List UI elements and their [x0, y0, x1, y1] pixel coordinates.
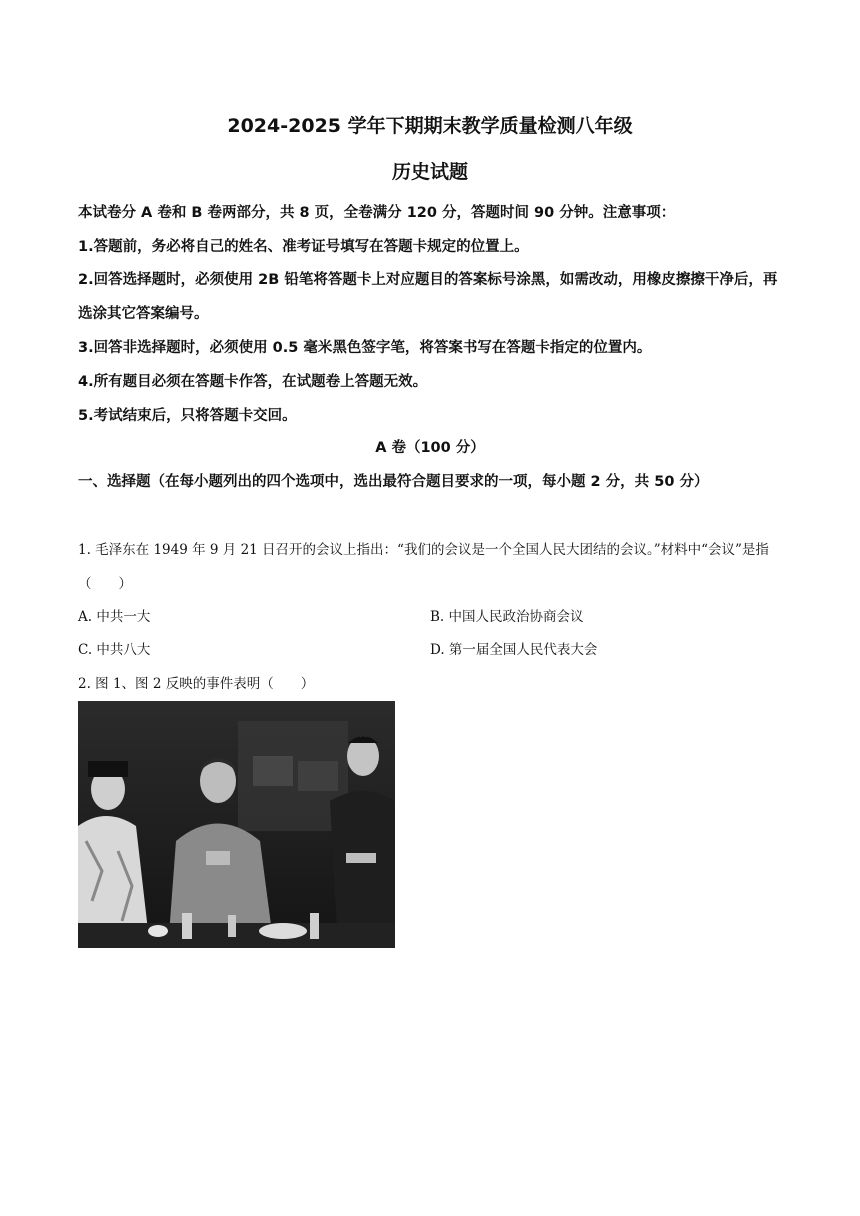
historical-photo-figure-1 — [78, 701, 395, 948]
question-1-option-a: A. 中共一大 — [78, 609, 151, 625]
instruction-item: 1.答题前，务必将自己的姓名、准考证号填写在答题卡规定的位置上。 — [78, 239, 529, 255]
section-a-title: A 卷（100 分） — [375, 440, 485, 456]
question-1-option-c: C. 中共八大 — [78, 642, 151, 658]
instruction-item: 3.回答非选择题时，必须使用 0.5 毫米黑色签字笔，将答案书写在答题卡指定的位置内。 — [78, 340, 652, 356]
exam-subtitle: 历史试题 — [391, 161, 468, 183]
instruction-item: 2.回答选择题时，必须使用 2B 铅笔将答题卡上对应题目的答案标号涂黑，如需改动，用橡皮擦擦干净后，再选涂其它答案编号。 — [78, 272, 778, 322]
part1-heading: 一、选择题（在每小题列出的四个选项中，选出最符合题目要求的一项，每小题 2 分，共 50 分） — [78, 474, 709, 490]
question-1-option-b: B. 中国人民政治协商会议 — [430, 609, 584, 625]
instruction-item: 5.考试结束后，只将答题卡交回。 — [78, 408, 297, 424]
instructions-intro: 本试卷分 A 卷和 B 卷两部分，共 8 页，全卷满分 120 分，答题时间 90 分钟。注意事项： — [78, 205, 676, 221]
question-2-stem: 2. 图 1、图 2 反映的事件表明（ ） — [78, 676, 315, 692]
instruction-item: 4.所有题目必须在答题卡作答，在试题卷上答题无效。 — [78, 374, 428, 390]
question-1-option-d: D. 第一届全国人民代表大会 — [430, 642, 598, 658]
question-1-stem: 1. 毛泽东在 1949 年 9 月 21 日召开的会议上指出：“我们的会议是一个全国人民大团结的会议。”材料中“会议”是指（ ） — [78, 542, 769, 592]
exam-title: 2024-2025 学年下期期末教学质量检测八年级 — [227, 115, 633, 137]
